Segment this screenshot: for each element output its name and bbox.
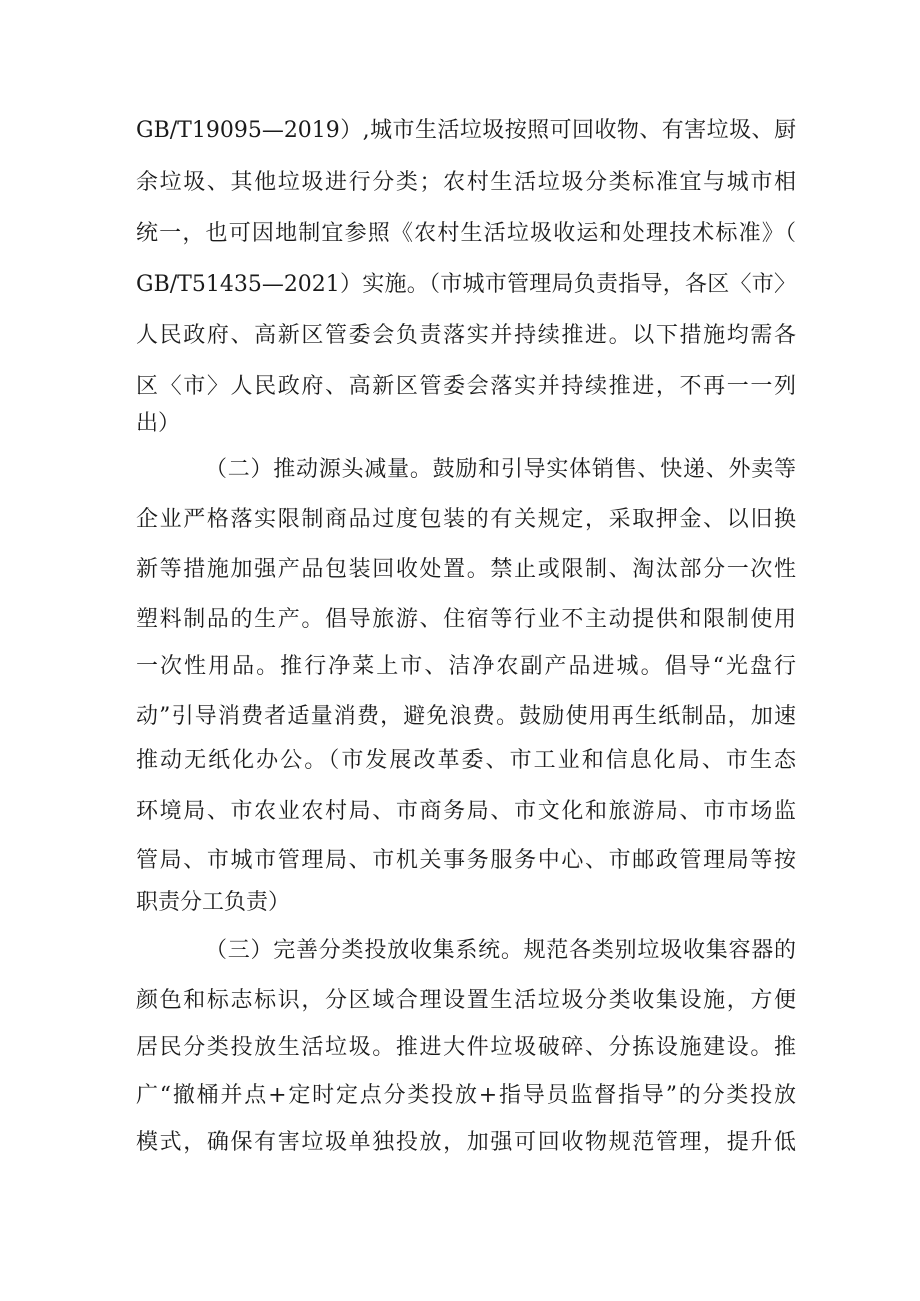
text-line: 职责分工负责） xyxy=(136,890,291,915)
text-line: 居民分类投放生活垃圾。推进大件垃圾破碎、分拣设施建设。推 xyxy=(136,1035,796,1060)
text-line: 环境局、市农业农村局、市商务局、市文化和旅游局、市市场监 xyxy=(136,799,796,824)
text-line: GB/T19095—2019）,城市生活垃圾按照可回收物、有害垃圾、厨 xyxy=(136,118,796,143)
text-line: 推动无纸化办公。（市发展改革委、市工业和信息化局、市生态 xyxy=(136,748,796,773)
text-line: 人民政府、高新区管委会负责落实并持续推进。以下措施均需各 xyxy=(136,323,796,348)
text-line: 动”引导消费者适量消费，避免浪费。鼓励使用再生纸制品，加速 xyxy=(136,704,796,729)
text-line: 塑料制品的生产。倡导旅游、住宿等行业不主动提供和限制使用 xyxy=(136,607,796,632)
text-line: 颜色和标志标识，分区域合理设置生活垃圾分类收集设施，方便 xyxy=(136,988,796,1013)
text-line: 一次性用品。推行净菜上市、洁净农副产品进城。倡导“光盘行 xyxy=(136,654,796,679)
text-line: 模式，确保有害垃圾单独投放，加强可回收物规范管理，提升低 xyxy=(136,1130,796,1155)
text-line: 余垃圾、其他垃圾进行分类；农村生活垃圾分类标准宜与城市相 xyxy=(136,170,796,195)
text-line: 管局、市城市管理局、市机关事务服务中心、市邮政管理局等按 xyxy=(136,848,796,873)
text-line: 企业严格落实限制商品过度包装的有关规定，采取押金、以旧换 xyxy=(136,507,796,532)
text-line: 统一，也可因地制宜参照《农村生活垃圾收运和处理技术标准》（ xyxy=(136,221,796,246)
paragraph-heading-3: （三）完善分类投放收集系统。规范各类别垃圾收集容器的 xyxy=(205,938,796,963)
paragraph-heading-2: （二）推动源头减量。鼓励和引导实体销售、快递、外卖等 xyxy=(205,457,796,482)
text-line: GB/T51435—2021）实施。（市城市管理局负责指导，各区〈市〉 xyxy=(136,272,796,297)
text-line: 广“撤桶并点+定时定点分类投放+指导员监督指导”的分类投放 xyxy=(136,1083,796,1108)
text-line: 出） xyxy=(136,411,181,436)
text-line: 新等措施加强产品包装回收处置。禁止或限制、淘汰部分一次性 xyxy=(136,557,796,582)
text-line: 区〈市〉人民政府、高新区管委会落实并持续推进，不再一一列 xyxy=(136,374,796,399)
